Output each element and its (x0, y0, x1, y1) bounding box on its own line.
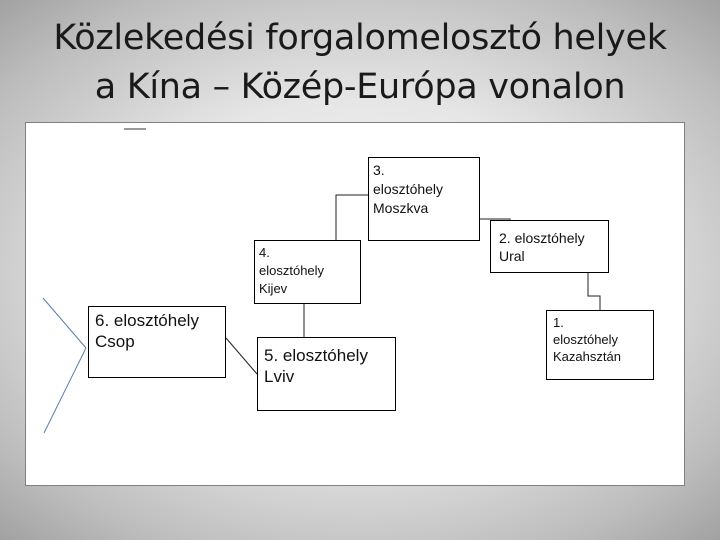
node-moszkva-type: elosztóhely (373, 181, 444, 197)
node-kijev-type: elosztóhely (259, 263, 325, 278)
slide-title-line2: a Kína – Közép-Európa vonalon (94, 67, 626, 107)
node-kazahsztan (546, 310, 654, 380)
node-ural (490, 220, 609, 273)
slide-title (0, 14, 720, 112)
node-lviv (257, 337, 396, 411)
node-lviv-place: Lviv (264, 367, 295, 386)
node-csop-place: Csop (95, 332, 135, 351)
node-moszkva-number: 3. (373, 162, 385, 178)
node-kazahsztan-place: Kazahsztán (553, 349, 621, 364)
node-csop-number: 6. elosztóhely (95, 311, 199, 330)
node-kijev-place: Kijev (259, 281, 288, 296)
node-ural-place: Ural (499, 248, 525, 264)
node-kazahsztan-type: elosztóhely (553, 332, 619, 347)
node-kijev-number: 4. (259, 245, 270, 260)
node-kazahsztan-number: 1. (553, 315, 564, 330)
node-lviv-number: 5. elosztóhely (264, 346, 368, 365)
node-kijev (254, 240, 361, 304)
slide-title-line1: Közlekedési forgalomelosztó helyek (53, 18, 667, 58)
node-ural-number: 2. elosztóhely (499, 230, 585, 246)
node-csop (88, 306, 226, 378)
node-moszkva (368, 157, 480, 241)
diagram-panel (25, 122, 685, 486)
node-moszkva-place: Moszkva (373, 200, 429, 216)
